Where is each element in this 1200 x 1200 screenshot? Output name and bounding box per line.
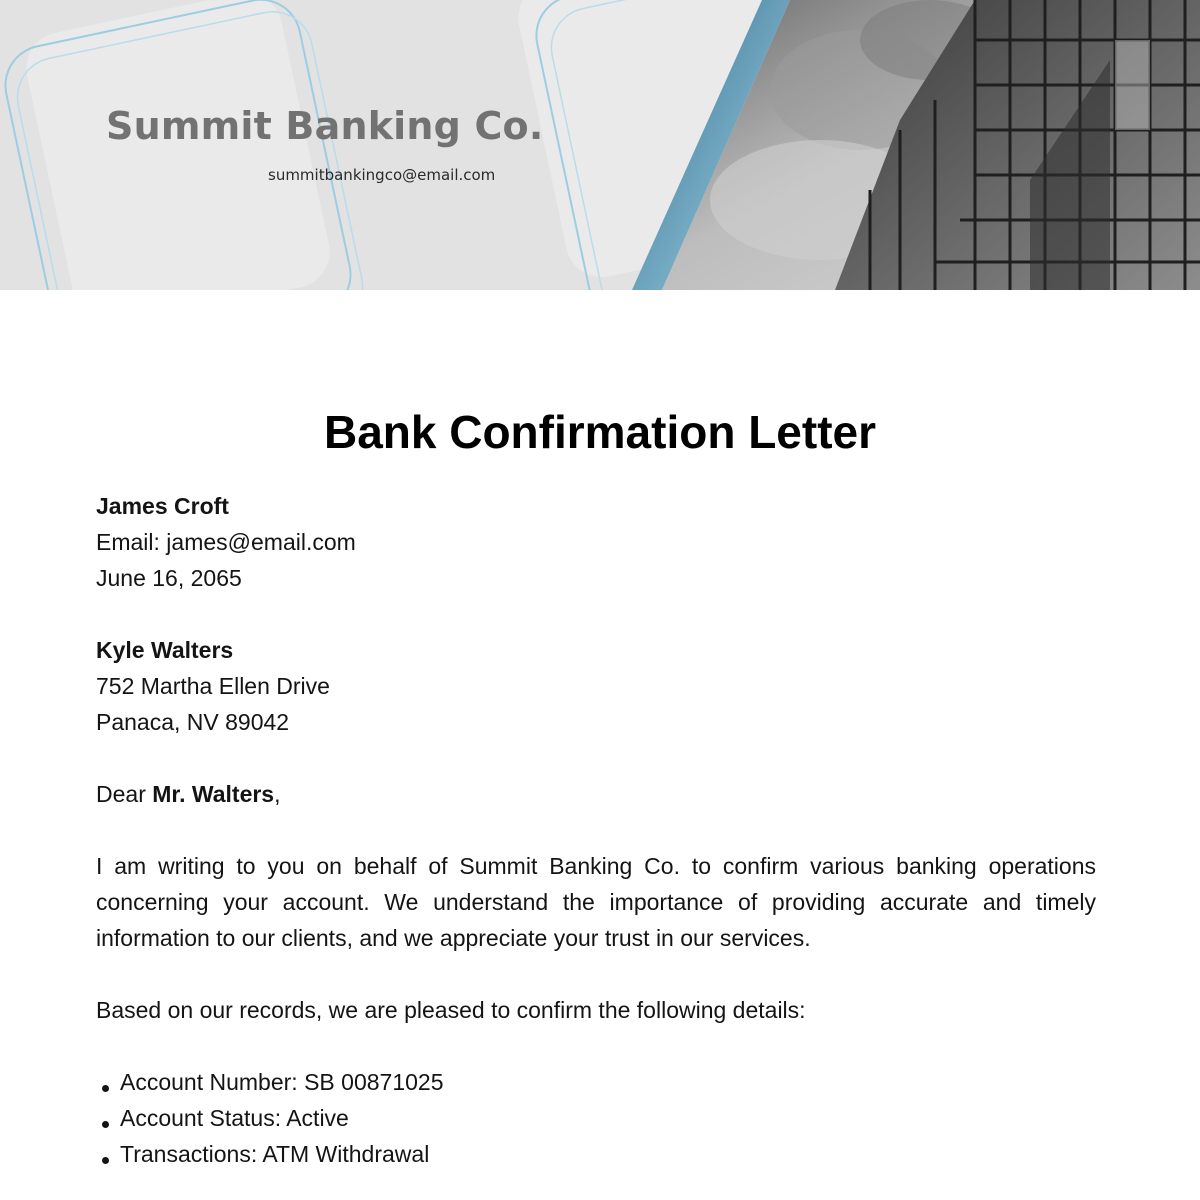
spacer xyxy=(96,596,1096,632)
spacer xyxy=(96,1028,1096,1064)
spacer xyxy=(96,812,1096,848)
list-item: Account Status: Active xyxy=(96,1100,1096,1136)
list-item: Transactions: ATM Withdrawal xyxy=(96,1136,1096,1172)
list-item: Account Number: SB 00871025 xyxy=(96,1064,1096,1100)
salutation-prefix: Dear xyxy=(96,781,153,807)
sender-name: James Croft xyxy=(96,493,229,519)
salutation-suffix: , xyxy=(274,781,281,807)
letter-date: June 16, 2065 xyxy=(96,565,242,591)
spacer xyxy=(96,740,1096,776)
recipient-address-line2: Panaca, NV 89042 xyxy=(96,709,290,735)
company-email[interactable]: summitbankingco@email.com xyxy=(268,166,496,184)
recipient-address-line1: 752 Martha Ellen Drive xyxy=(96,673,330,699)
recipient-name: Kyle Walters xyxy=(96,637,234,663)
details-intro: Based on our records, we are pleased to confirm the following details: xyxy=(96,997,806,1023)
window-reflection xyxy=(1115,40,1150,130)
details-list xyxy=(96,1064,1096,1172)
letter-title: Bank Confirmation Letter xyxy=(323,406,877,458)
intro-paragraph: I am writing to you on behalf of Summit Banking Co. to confirm various banking operations concerning your account. We understand the importance of providing accurate and timely information to our clients, and we appreciate your trust in our services. xyxy=(96,853,1096,951)
spacer xyxy=(96,956,1096,992)
letter-body xyxy=(96,488,1096,1172)
sender-email[interactable]: Email: james@email.com xyxy=(96,529,356,555)
company-name: Summit Banking Co. xyxy=(106,104,544,148)
salutation xyxy=(96,776,1096,812)
header-banner xyxy=(0,0,1200,290)
salutation-name: Mr. Walters xyxy=(152,781,275,807)
